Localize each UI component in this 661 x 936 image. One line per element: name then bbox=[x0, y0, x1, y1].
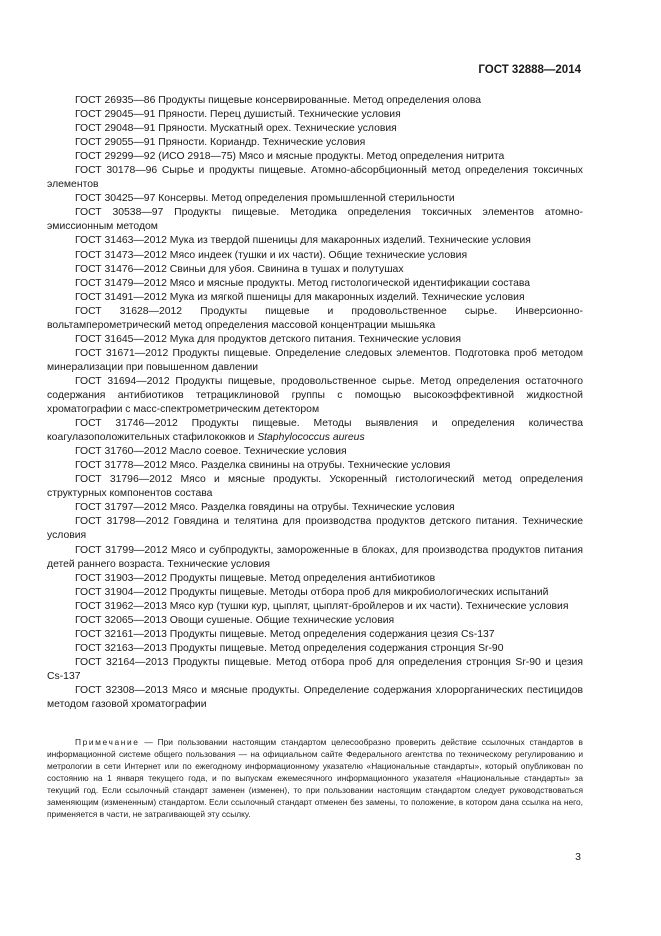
reference-item: ГОСТ 31473—2012 Мясо индеек (тушки и их части). Общие технические условия bbox=[75, 249, 468, 261]
reference-item: ГОСТ 31904—2012 Продукты пищевые. Методы отбора проб для микробиологических испытаний bbox=[75, 586, 549, 598]
reference-item: ГОСТ 31760—2012 Масло соевое. Технические условия bbox=[75, 446, 347, 458]
reference-item: ГОСТ 31645—2012 Мука для продуктов детского питания. Технические условия bbox=[75, 333, 461, 345]
reference-item: ГОСТ 29299—92 (ИСО 2918—75) Мясо и мясные продукты. Метод определения нитрита bbox=[75, 151, 505, 163]
page-number: 3 bbox=[575, 851, 581, 863]
reference-item: ГОСТ 31694—2012 Продукты пищевые, продовольственное сырье. Метод определения остаточного содержания антибиотиков тетрациклиновой группы с помощью высокоэффективной жидкостной хроматографии с масс-спектрометрическим детектором bbox=[47, 375, 583, 416]
reference-item: ГОСТ 31746—2012 Продукты пищевые. Методы выявления и определения количества коагулазоположительных стафилококков и Staphylococcus aureus bbox=[47, 418, 583, 444]
reference-item: ГОСТ 31671—2012 Продукты пищевые. Определение следовых элементов. Подготовка проб методом минерализации при повышенном давлении bbox=[47, 347, 583, 373]
reference-item: ГОСТ 31479—2012 Мясо и мясные продукты. Метод гистологической идентификации состава bbox=[75, 277, 531, 289]
reference-item: ГОСТ 31903—2012 Продукты пищевые. Метод определения антибиотиков bbox=[75, 572, 436, 584]
reference-item: ГОСТ 29045—91 Пряности. Перец душистый. Технические условия bbox=[75, 109, 401, 121]
reference-item: ГОСТ 26935—86 Продукты пищевые консервированные. Метод определения олова bbox=[75, 95, 482, 106]
reference-item: ГОСТ 29055—91 Пряности. Кориандр. Технические условия bbox=[75, 137, 366, 149]
reference-item: ГОСТ 31778—2012 Мясо. Разделка свинины на отрубы. Технические условия bbox=[75, 460, 451, 472]
reference-item: ГОСТ 31476—2012 Свиньи для убоя. Свинина в тушах и полутушах bbox=[75, 263, 404, 275]
reference-item: ГОСТ 31797—2012 Мясо. Разделка говядины на отрубы. Технические условия bbox=[75, 502, 455, 514]
reference-item: ГОСТ 32308—2013 Мясо и мясные продукты. Определение содержания хлорорганических пестицидов методом газовой хроматографии bbox=[47, 684, 583, 711]
note-paragraph bbox=[47, 736, 583, 820]
reference-item: ГОСТ 32161—2013 Продукты пищевые. Метод определения содержания цезия Cs-137 bbox=[75, 628, 495, 640]
reference-item: ГОСТ 30538—97 Продукты пищевые. Методика определения токсичных элементов атомно-эмиссионным методом bbox=[47, 207, 583, 233]
reference-item: ГОСТ 32164—2013 Продукты пищевые. Метод отбора проб для определения стронция Sr-90 и цезия Cs-137 bbox=[47, 656, 583, 682]
document-header: ГОСТ 32888—2014 bbox=[478, 64, 581, 76]
reference-item: ГОСТ 31799—2012 Мясо и субпродукты, замороженные в блоках, для производства продуктов питания детей раннего возраста. Технические условия bbox=[47, 544, 583, 570]
note-label: Примечание bbox=[75, 737, 140, 747]
reference-item: ГОСТ 32163—2013 Продукты пищевые. Метод определения содержания стронция Sr-90 bbox=[75, 642, 504, 654]
reference-item: ГОСТ 29048—91 Пряности. Мускатный орех. Технические условия bbox=[75, 123, 397, 135]
references-list bbox=[47, 94, 583, 712]
reference-item: ГОСТ 31962—2013 Мясо кур (тушки кур, цыплят, цыплят-бройлеров и их части). Технические условия bbox=[75, 600, 569, 612]
note-text: — При пользовании настоящим стандартом целесообразно проверить действие ссылочных стандартов в информационной системе общего пользования — на официальном сайте Федерального агентства по техническому регулированию и метрологии в сети Интернет или по ежегодному информационному указателю «Национальные стандарты», который опубликован по состоянию на 1 января текущего года, и по выпускам ежемесячного информационного указателя «Национальные стандарты» за текущий год. Если ссылочный стандарт заменен (изменен), то при пользовании настоящим стандартом следует руководствоваться заменяющим (измененным) стандартом. Если ссылочный стандарт отменен без замены, то положение, в котором дана ссылка на него, применяется в части, не затрагивающей эту ссылку. bbox=[47, 737, 583, 819]
reference-item: ГОСТ 31796—2012 Мясо и мясные продукты. Ускоренный гистологический метод определения структурных компонентов состава bbox=[47, 474, 583, 500]
reference-item: ГОСТ 30425—97 Консервы. Метод определения промышленной стерильности bbox=[75, 193, 455, 205]
reference-item: ГОСТ 30178—96 Сырье и продукты пищевые. Атомно-абсорбционный метод определения токсичных элементов bbox=[47, 165, 583, 191]
reference-item: ГОСТ 31491—2012 Мука из мягкой пшеницы для макаронных изделий. Технические условия bbox=[75, 291, 525, 303]
reference-item: ГОСТ 31628—2012 Продукты пищевые и продовольственное сырье. Инверсионно-вольтамперометрический метод определения массовой концентрации мышьяка bbox=[47, 305, 583, 331]
reference-item: ГОСТ 32065—2013 Овощи сушеные. Общие технические условия bbox=[75, 614, 395, 626]
reference-item: ГОСТ 31463—2012 Мука из твердой пшеницы для макаронных изделий. Технические условия bbox=[75, 235, 531, 247]
reference-item: ГОСТ 31798—2012 Говядина и телятина для производства продуктов детского питания. Технические условия bbox=[47, 516, 583, 542]
